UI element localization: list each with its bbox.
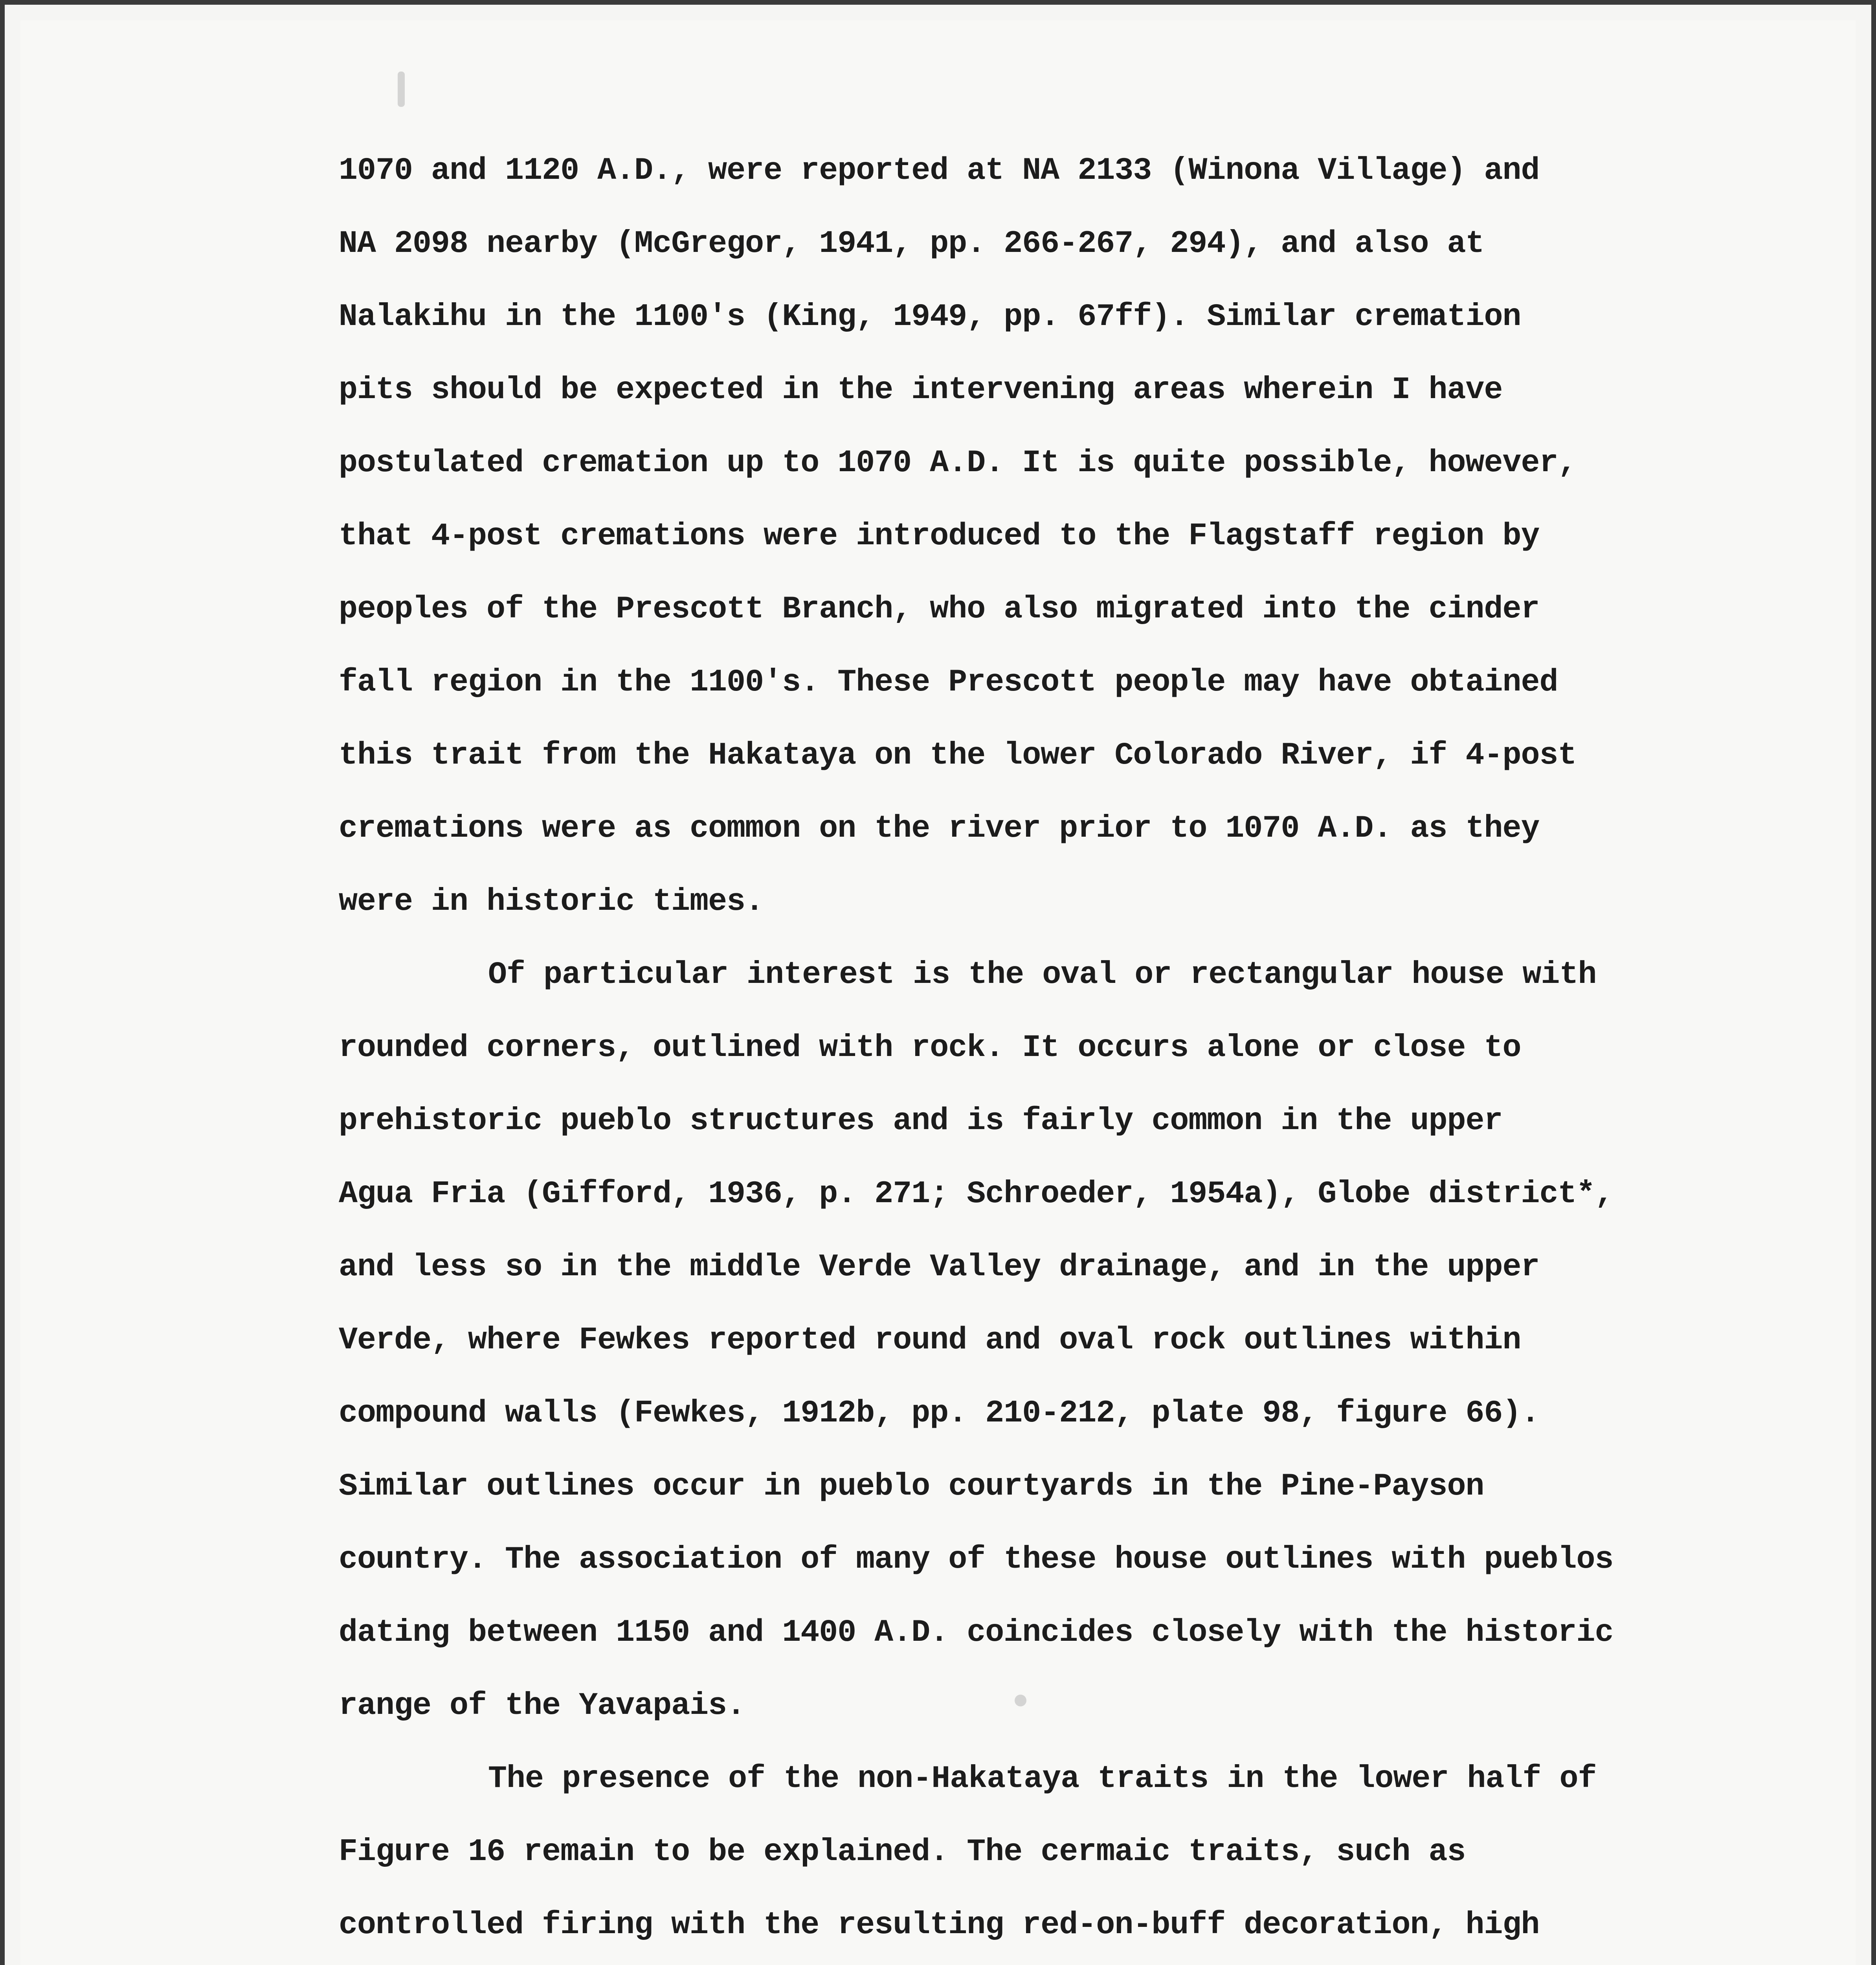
text-line: controlled firing with the resulting red-on-buff decoration, high — [339, 1907, 1540, 1943]
text-line: Of particular interest is the oval or rectangular house with — [488, 957, 1597, 993]
text-line: Nalakihu in the 1100's (King, 1949, pp. 67ff). Similar cremation — [339, 299, 1521, 335]
text-line: peoples of the Prescott Branch, who also migrated into the cinder — [339, 591, 1540, 627]
text-line: Agua Fria (Gifford, 1936, p. 271; Schroeder, 1954a), Globe district*, — [339, 1176, 1614, 1212]
text-line: Figure 16 remain to be explained. The cermaic traits, such as — [339, 1834, 1466, 1870]
text-line: pits should be expected in the intervening areas wherein I have — [339, 372, 1503, 408]
scan-mark — [398, 72, 405, 107]
text-line: range of the Yavapais. — [339, 1688, 745, 1724]
text-line: dating between 1150 and 1400 A.D. coincides closely with the historic — [339, 1615, 1614, 1651]
scan-mark — [1015, 1695, 1026, 1706]
body-text — [339, 134, 1655, 1965]
text-line: Verde, where Fewkes reported round and oval rock outlines within — [339, 1322, 1521, 1358]
text-line: rounded corners, outlined with rock. It occurs alone or close to — [339, 1030, 1521, 1066]
text-line: were in historic times. — [339, 884, 764, 920]
text-line: 1070 and 1120 A.D., were reported at NA 2133 (Winona Village) and — [339, 153, 1540, 189]
text-line: country. The association of many of these house outlines with pueblos — [339, 1542, 1614, 1578]
text-line: and less so in the middle Verde Valley drainage, and in the upper — [339, 1249, 1540, 1285]
text-line: compound walls (Fewkes, 1912b, pp. 210-212, plate 98, figure 66). — [339, 1396, 1540, 1431]
text-line: The presence of the non-Hakataya traits in the lower half of — [488, 1761, 1597, 1797]
text-line: fall region in the 1100's. These Prescott people may have obtained — [339, 665, 1558, 700]
text-line: that 4-post cremations were introduced to the Flagstaff region by — [339, 518, 1540, 554]
text-line: postulated cremation up to 1070 A.D. It is quite possible, however, — [339, 445, 1577, 481]
text-line: Similar outlines occur in pueblo courtyards in the Pine-Payson — [339, 1469, 1484, 1504]
text-line — [339, 1962, 1655, 1965]
text-line: cremations were as common on the river prior to 1070 A.D. as they — [339, 811, 1540, 847]
text-line: NA 2098 nearby (McGregor, 1941, pp. 266-267, 294), and also at — [339, 226, 1484, 262]
text-line: prehistoric pueblo structures and is fairly common in the upper — [339, 1103, 1503, 1139]
text-line: this trait from the Hakataya on the lower Colorado River, if 4-post — [339, 738, 1577, 773]
